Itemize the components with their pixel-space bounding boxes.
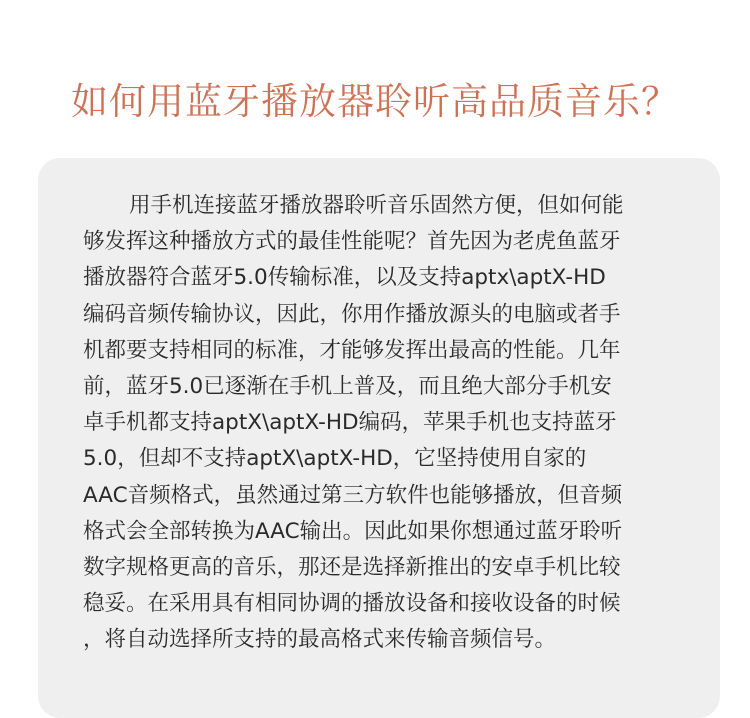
paragraph-line: 编码音频传输协议，因此，你用作播放源头的电脑或者手 (83, 301, 621, 327)
paragraph-line: 卓手机都支持aptX\aptX-HD编码，苹果手机也支持蓝牙 (83, 410, 617, 436)
paragraph-line: 机都要支持相同的标准，才能够发挥出最高的性能。几年 (83, 337, 621, 363)
paragraph-line: ，将自动选择所支持的最高格式来传输音频信号。 (83, 627, 557, 653)
paragraph-line: AAC音频格式，虽然通过第三方软件也能够播放，但音频 (83, 482, 623, 508)
paragraph-line: 播放器符合蓝牙5.0传输标准，以及支持aptx\aptX-HD (83, 265, 606, 291)
paragraph-line: 稳妥。在采用具有相同协调的播放设备和接收设备的时候 (83, 591, 621, 617)
paragraph-line: 用手机连接蓝牙播放器聆听音乐固然方便，但如何能 (129, 193, 624, 218)
paragraph-line: 够发挥这种播放方式的最佳性能呢？首先因为老虎鱼蓝牙 (83, 229, 621, 255)
paragraph-line: 前，蓝牙5.0已逐渐在手机上普及，而且绝大部分手机安 (83, 374, 612, 400)
paragraph-line: 格式会全部转换为AAC输出。因此如果你想通过蓝牙聆听 (83, 518, 623, 544)
article-paragraph (83, 188, 679, 659)
paragraph-line: 数字规格更高的音乐，那还是选择新推出的安卓手机比较 (83, 555, 621, 581)
paragraph-line: 5.0，但却不支持aptX\aptX-HD，它坚持使用自家的 (83, 446, 587, 472)
page-title: 如何用蓝牙播放器聆听高品质音乐？ (71, 80, 679, 123)
